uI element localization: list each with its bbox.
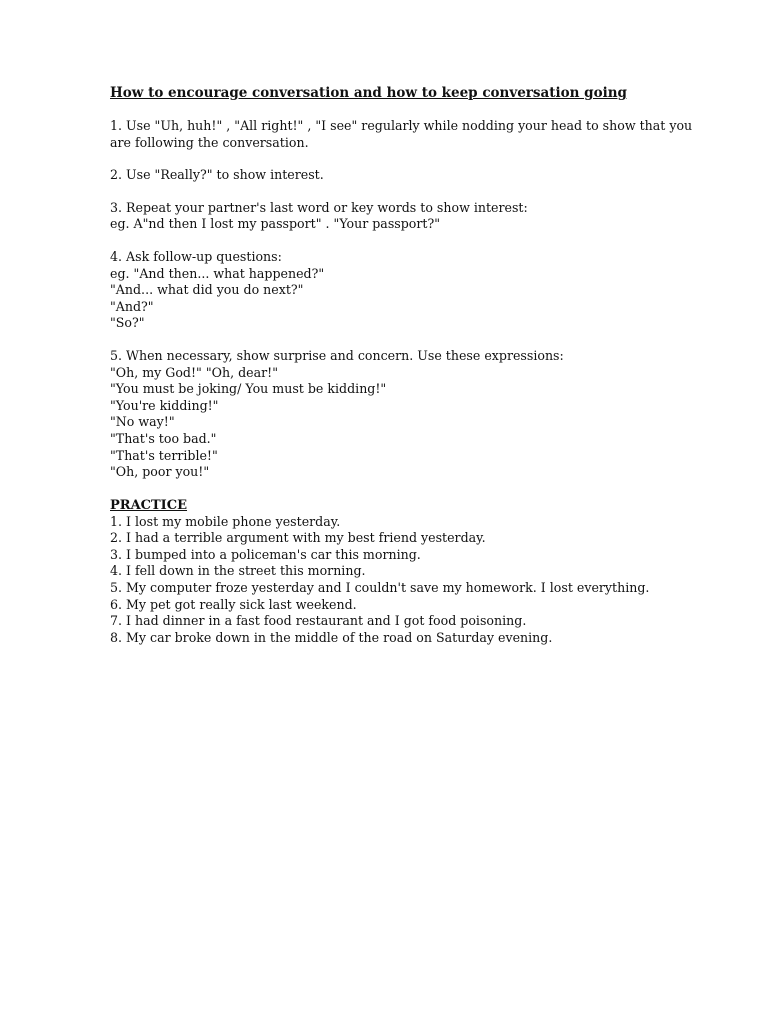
practice-item-8: 8. My car broke down in the middle of the road on Saturday evening.	[110, 629, 553, 645]
tip-1	[110, 118, 693, 151]
tip-2-line-1: 2. Use "Really?" to show interest.	[110, 167, 324, 183]
tip-5-line-7: "That's terrible!"	[110, 447, 218, 463]
document-title: How to encourage conversation and how to keep conversation going	[110, 85, 627, 101]
tip-5-line-6: "That's too bad."	[110, 430, 217, 446]
tip-4-line-5: "So?"	[110, 315, 145, 331]
practice-heading: PRACTICE	[110, 497, 188, 513]
practice-item-3: 3. I bumped into a policeman's car this morning.	[110, 546, 421, 562]
practice-section	[110, 497, 670, 647]
tip-1-line-2: are following the conversation.	[110, 134, 309, 150]
tip-5-line-4: "You're kidding!"	[110, 397, 219, 413]
tip-2	[110, 167, 670, 184]
document-page	[110, 84, 693, 646]
tip-5-line-5: "No way!"	[110, 414, 175, 430]
tip-4-line-2: eg. "And then... what happened?"	[110, 265, 325, 281]
tip-4-line-1: 4. Ask follow-up questions:	[110, 248, 282, 264]
practice-item-5: 5. My computer froze yesterday and I couldn't save my homework. I lost everything.	[110, 580, 650, 596]
tip-3-line-2: eg. A"nd then I lost my passport" . "Your passport?"	[110, 216, 441, 232]
tip-4	[110, 249, 670, 332]
tip-5	[110, 348, 670, 481]
tip-3-line-1: 3. Repeat your partner's last word or key words to show interest:	[110, 199, 528, 215]
tip-5-line-8: "Oh, poor you!"	[110, 464, 210, 480]
practice-item-1: 1. I lost my mobile phone yesterday.	[110, 513, 341, 529]
tip-5-line-2: "Oh, my God!" "Oh, dear!"	[110, 364, 278, 380]
practice-item-2: 2. I had a terrible argument with my best friend yesterday.	[110, 530, 486, 546]
tip-4-line-3: "And... what did you do next?"	[110, 282, 304, 298]
tip-1-line-1: 1. Use "Uh, huh!" , "All right!" , "I see" regularly while nodding your head to show that you	[110, 118, 693, 133]
tip-5-line-3: "You must be joking/ You must be kidding!"	[110, 381, 387, 397]
tip-5-line-1: 5. When necessary, show surprise and concern. Use these expressions:	[110, 347, 564, 363]
practice-item-7: 7. I had dinner in a fast food restaurant and I got food poisoning.	[110, 613, 527, 629]
practice-item-4: 4. I fell down in the street this morning.	[110, 563, 366, 579]
practice-item-6: 6. My pet got really sick last weekend.	[110, 596, 357, 612]
tip-4-line-4: "And?"	[110, 298, 154, 314]
tip-3	[110, 200, 670, 233]
